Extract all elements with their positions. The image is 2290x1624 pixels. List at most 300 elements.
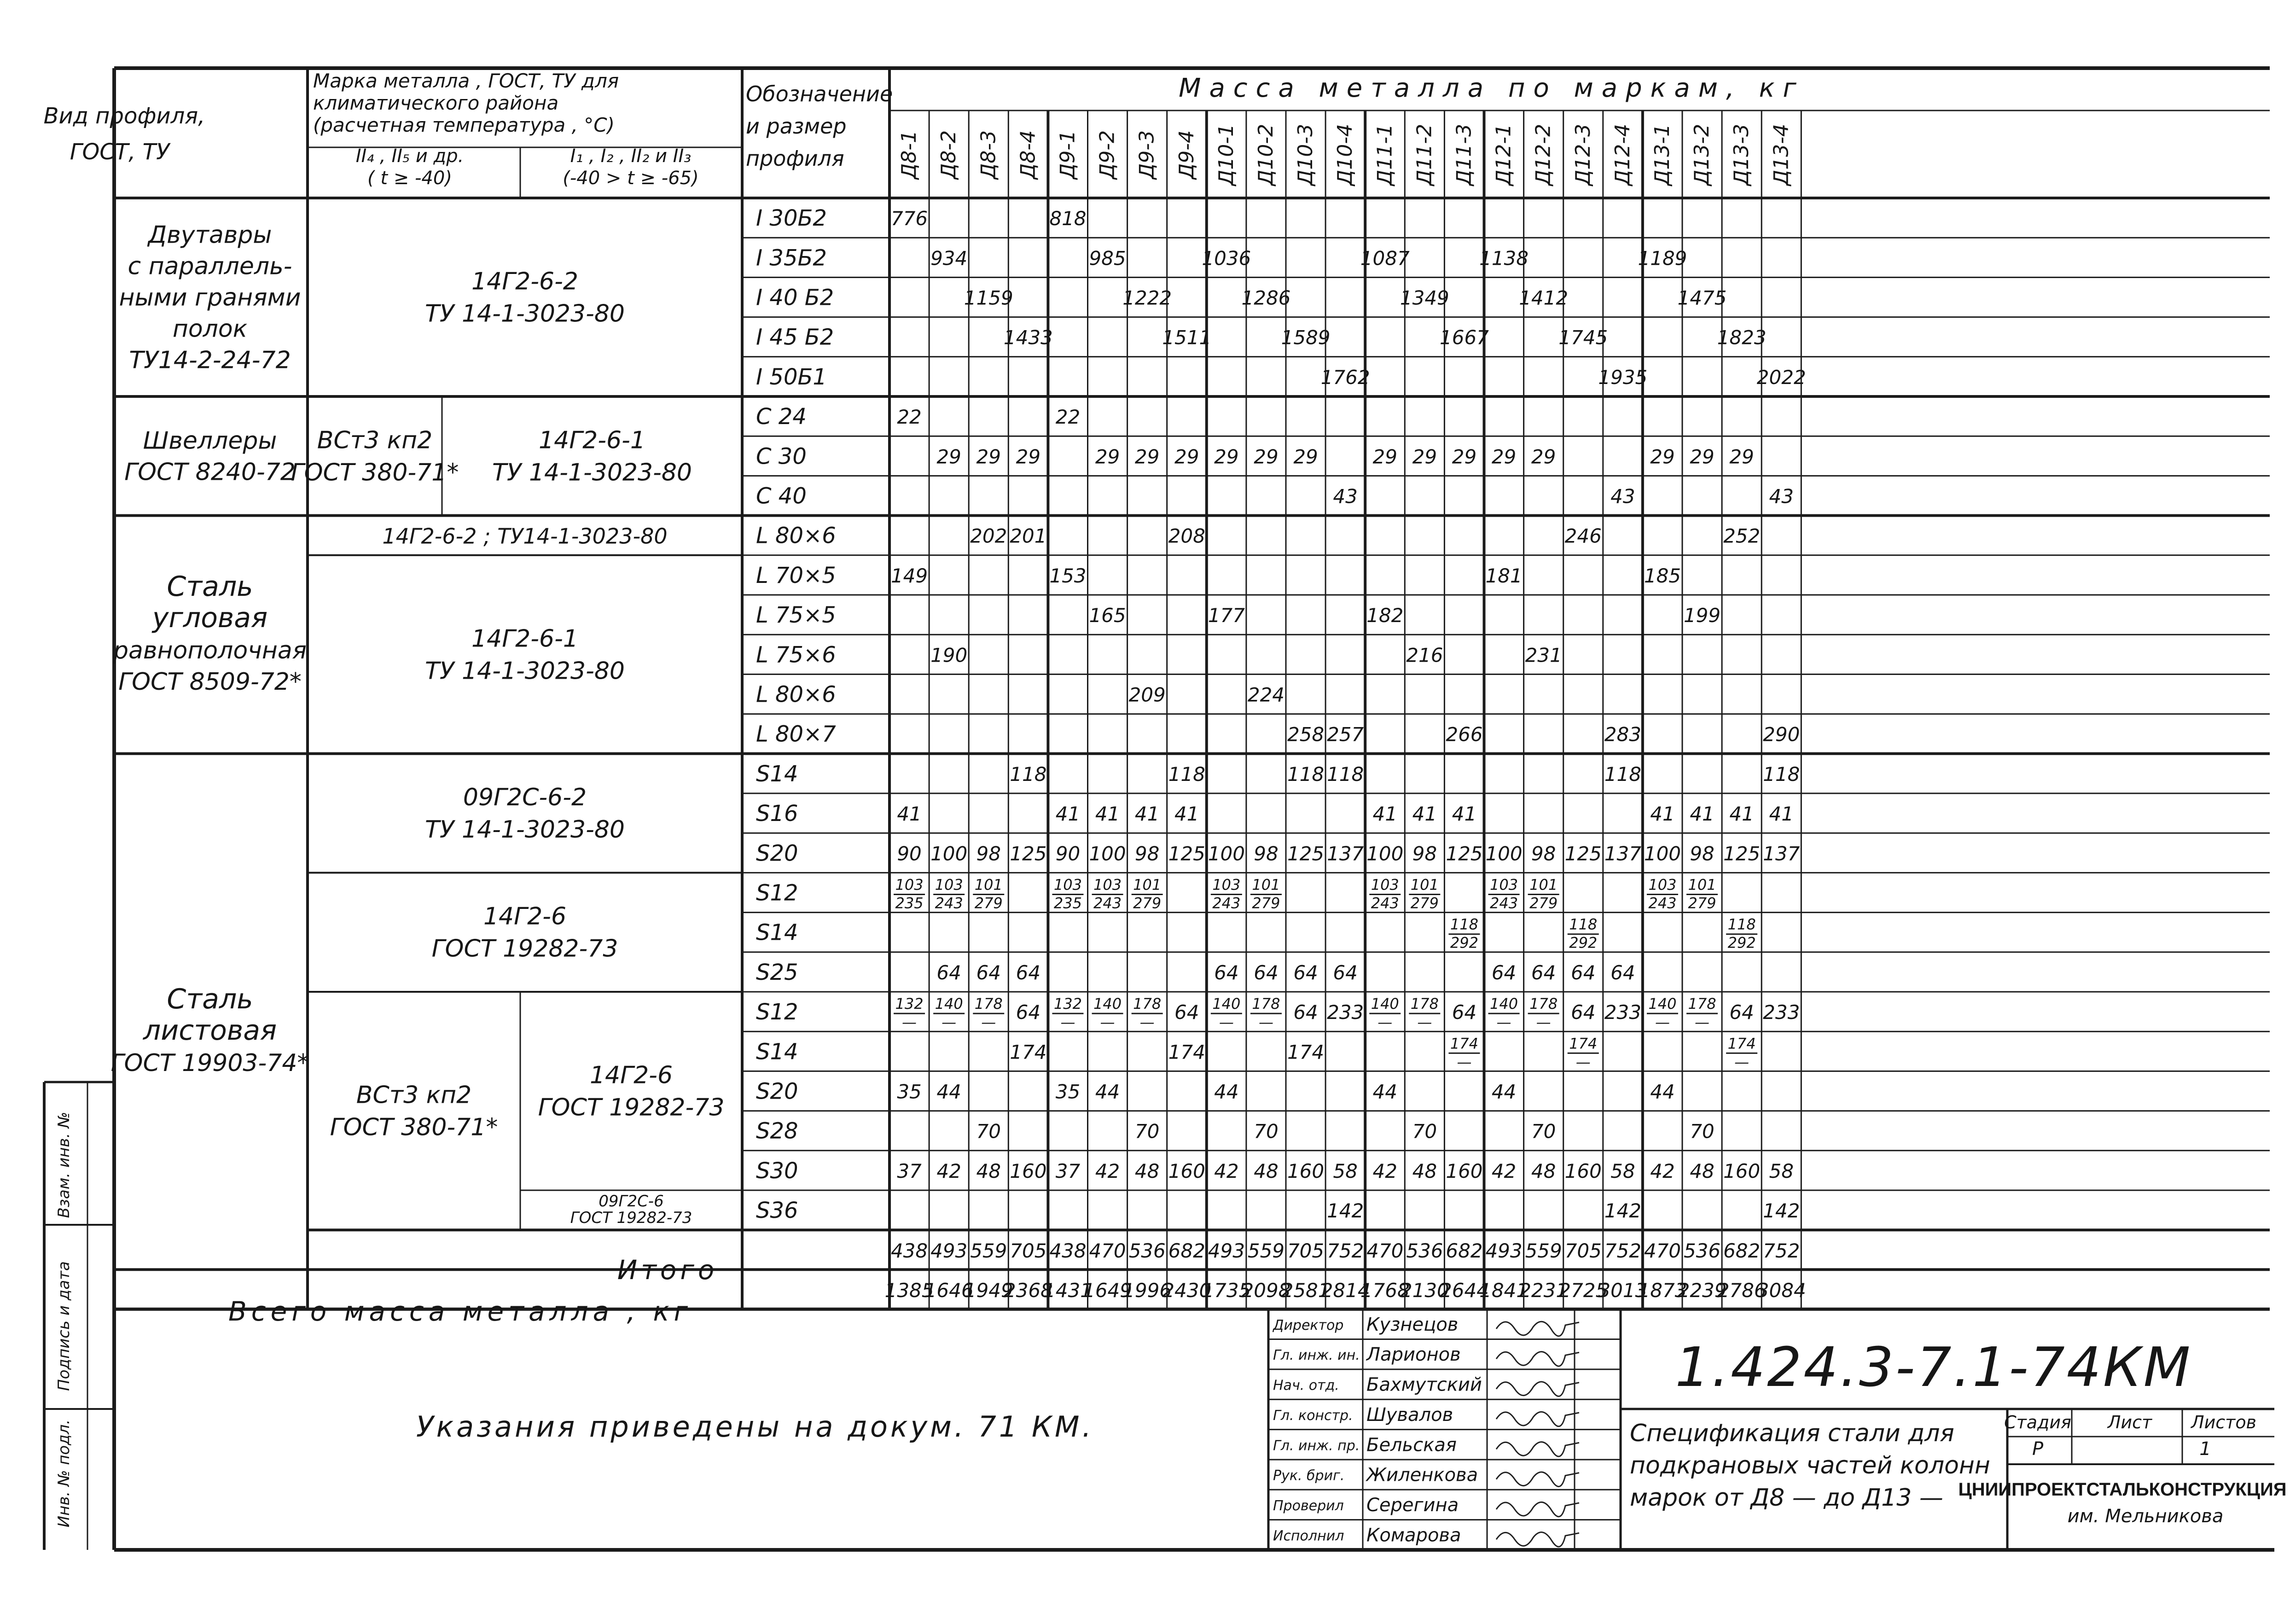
value-r20-c0-den: — — [902, 1013, 917, 1031]
value-r20-c20-num: 178 — [1688, 995, 1716, 1013]
steel-grade-labels — [291, 268, 725, 1228]
grand-c12: 1768 — [1360, 1279, 1410, 1302]
header-mass-title: Масса металла по маркам, кг — [1179, 73, 1805, 103]
value-r17-c16-num: 101 — [1529, 876, 1558, 894]
value-r6-c1: 29 — [936, 445, 961, 468]
signature-7 — [1496, 1532, 1579, 1547]
value-r23-c16: 70 — [1531, 1120, 1556, 1143]
value-r11-c13: 216 — [1406, 644, 1443, 667]
value-r17-c1-den: 243 — [935, 894, 963, 912]
value-r24-c20: 48 — [1690, 1159, 1715, 1182]
value-r7-c11: 43 — [1333, 485, 1358, 508]
header-profile-line2: ГОСТ, ТУ — [70, 139, 170, 165]
value-r24-c0: 37 — [897, 1159, 922, 1182]
value-r20-c5-den: — — [1100, 1013, 1115, 1031]
grand-total-label: Всего масса металла , кг — [228, 1296, 693, 1327]
value-r8-c7: 208 — [1168, 524, 1205, 547]
value-r16-c1: 100 — [930, 842, 968, 865]
value-r17-c13-num: 101 — [1410, 876, 1439, 894]
mark-column-headers — [897, 124, 1793, 186]
header-profile-type — [44, 103, 205, 165]
header-steel-warm-temp: ( t ≥ -40) — [367, 168, 452, 189]
value-r8-c2: 202 — [970, 524, 1007, 547]
total-c6: 536 — [1128, 1240, 1166, 1263]
value-r21-c3: 174 — [1010, 1041, 1047, 1064]
value-r18-c21-den: 292 — [1727, 934, 1756, 952]
value-r6-c5: 29 — [1095, 445, 1120, 468]
value-r21-c14-num: 174 — [1450, 1035, 1478, 1053]
value-r16-c2: 98 — [976, 842, 1001, 865]
signature-5 — [1496, 1472, 1579, 1486]
value-r9-c4: 153 — [1049, 564, 1087, 587]
value-r16-c16: 98 — [1531, 842, 1556, 865]
value-r17-c20-num: 101 — [1688, 876, 1716, 894]
value-r1-c19: 1189 — [1638, 247, 1687, 270]
value-r3-c17: 1745 — [1558, 326, 1608, 349]
value-r2-c20: 1475 — [1677, 286, 1727, 309]
total-c4: 438 — [1049, 1240, 1087, 1263]
designation-row-14: S14 — [756, 761, 798, 787]
value-r22-c8: 44 — [1214, 1080, 1239, 1103]
value-r17-c6-den: 279 — [1133, 894, 1162, 912]
column-header-Д12-1: Д12-1 — [1492, 123, 1516, 186]
profile-group-labels — [111, 221, 309, 1077]
value-r20-c16-den: — — [1536, 1013, 1551, 1031]
value-r20-c6-den: — — [1139, 1013, 1155, 1031]
column-header-Д13-4: Д13-4 — [1769, 123, 1793, 186]
value-r16-c14: 125 — [1446, 842, 1483, 865]
column-header-Д8-3: Д8-3 — [976, 130, 1000, 180]
value-r2-c6: 1222 — [1122, 286, 1172, 309]
value-r15-c19: 41 — [1650, 803, 1675, 826]
column-header-Д11-1: Д11-1 — [1373, 123, 1397, 186]
value-r6-c19: 29 — [1650, 445, 1675, 468]
header-profile-line1: Вид профиля, — [43, 103, 205, 129]
value-r20-c0-num: 132 — [895, 995, 924, 1013]
value-r13-c22: 290 — [1763, 723, 1800, 746]
value-r2-c13: 1349 — [1400, 286, 1449, 309]
designation-row-7: C 40 — [756, 483, 807, 509]
header-steel-line2: климатического района — [313, 92, 559, 114]
value-r16-c15: 100 — [1485, 842, 1523, 865]
value-r20-c9-num: 178 — [1252, 995, 1280, 1013]
total-c5: 470 — [1089, 1240, 1126, 1263]
value-r17-c16-den: 279 — [1529, 894, 1558, 912]
value-r24-c9: 48 — [1254, 1159, 1279, 1182]
value-r16-c12: 100 — [1366, 842, 1404, 865]
total-c19: 470 — [1644, 1240, 1681, 1263]
value-r16-c18: 137 — [1604, 842, 1641, 865]
value-r7-c22: 43 — [1769, 485, 1794, 508]
value-r17-c15-den: 243 — [1490, 894, 1518, 912]
value-r21-c17-num: 174 — [1569, 1035, 1598, 1053]
value-r20-c5-num: 140 — [1093, 995, 1122, 1013]
staff-role-3: Гл. констр. — [1273, 1407, 1353, 1424]
total-c21: 682 — [1723, 1240, 1761, 1263]
value-r24-c12: 42 — [1372, 1159, 1397, 1182]
sheets-header: Листов — [2191, 1412, 2256, 1432]
value-r20-c9-den: — — [1258, 1013, 1273, 1031]
steel-label-8-1: ГОСТ 19282-73 — [538, 1094, 725, 1122]
value-r20-c10: 64 — [1293, 1001, 1318, 1024]
value-r3-c10: 1589 — [1281, 326, 1331, 349]
grand-c20: 2239 — [1677, 1279, 1727, 1302]
side-label-replace-inv: Взам. инв. № — [55, 1112, 73, 1218]
value-r3-c21: 1823 — [1717, 326, 1767, 349]
value-r16-c11: 137 — [1327, 842, 1364, 865]
value-r16-c13: 98 — [1412, 842, 1437, 865]
grand-c10: 2581 — [1281, 1279, 1331, 1302]
value-r14-c10: 118 — [1287, 763, 1325, 786]
value-r1-c1: 934 — [930, 247, 968, 270]
value-r22-c15: 44 — [1491, 1080, 1517, 1103]
steel-label-4-1: ТУ 14-1-3023-80 — [424, 657, 625, 685]
value-r14-c18: 118 — [1604, 763, 1641, 786]
value-r17-c8-den: 243 — [1212, 894, 1241, 912]
designation-row-23: S28 — [756, 1118, 798, 1144]
value-r3-c7: 1511 — [1162, 326, 1212, 349]
designation-row-21: S14 — [756, 1039, 798, 1065]
steel-label-8-0: 14Г2-6 — [589, 1061, 673, 1089]
value-r17-c2-num: 101 — [974, 876, 1003, 894]
value-r22-c1: 44 — [936, 1080, 961, 1103]
designation-row-4: I 50Б1 — [756, 364, 827, 390]
value-r21-c21-den: — — [1734, 1053, 1749, 1071]
staff-name-6: Серегина — [1366, 1494, 1459, 1516]
total-label: Итого — [617, 1254, 718, 1286]
value-r16-c10: 125 — [1287, 842, 1325, 865]
value-r17-c15-num: 103 — [1490, 876, 1518, 894]
steel-label-3-0: 14Г2-6-2 ; ТУ14-1-3023-80 — [382, 524, 668, 549]
value-r10-c5: 165 — [1089, 604, 1126, 627]
value-r17-c19-den: 243 — [1648, 894, 1677, 912]
grand-c3: 2368 — [1003, 1279, 1053, 1302]
value-r20-c4-den: — — [1060, 1013, 1075, 1031]
value-r6-c7: 29 — [1174, 445, 1199, 468]
value-r8-c17: 246 — [1564, 524, 1602, 547]
value-r24-c19: 42 — [1650, 1159, 1675, 1182]
value-r6-c20: 29 — [1690, 445, 1715, 468]
value-r22-c19: 44 — [1650, 1080, 1675, 1103]
value-r25-c18: 142 — [1604, 1199, 1641, 1222]
value-r10-c20: 199 — [1683, 604, 1721, 627]
grand-c8: 1735 — [1202, 1279, 1251, 1302]
signature-0 — [1496, 1321, 1579, 1336]
value-r19-c11: 64 — [1333, 961, 1358, 984]
value-r9-c19: 185 — [1644, 564, 1681, 587]
value-r10-c8: 177 — [1208, 604, 1245, 627]
signature-1 — [1496, 1352, 1579, 1366]
value-r12-c9: 224 — [1247, 683, 1285, 706]
designation-row-25: S36 — [756, 1198, 798, 1224]
value-r20-c22: 233 — [1763, 1001, 1800, 1024]
side-label-sign-date: Подпись и дата — [55, 1261, 73, 1391]
group-label-3-0: Сталь — [167, 983, 253, 1016]
value-r20-c12-num: 140 — [1371, 995, 1399, 1013]
designation-row-16: S20 — [756, 840, 798, 867]
value-r6-c3: 29 — [1016, 445, 1041, 468]
value-r20-c18: 233 — [1604, 1001, 1641, 1024]
value-r19-c9: 64 — [1254, 961, 1279, 984]
designation-row-8: L 80×6 — [756, 523, 836, 549]
value-r9-c15: 181 — [1485, 564, 1523, 587]
steel-label-2-0: 14Г2-6-1 — [539, 426, 645, 454]
column-header-Д8-2: Д8-2 — [937, 130, 961, 180]
value-r21-c21-num: 174 — [1727, 1035, 1756, 1053]
value-r9-c0: 149 — [890, 564, 928, 587]
value-r20-c3: 64 — [1016, 1001, 1041, 1024]
value-r12-c6: 209 — [1128, 683, 1166, 706]
value-r14-c22: 118 — [1763, 763, 1800, 786]
group-label-1-0: Швеллеры — [143, 427, 277, 455]
grand-c16: 2231 — [1519, 1279, 1569, 1302]
steel-label-1-1: ГОСТ 380-71* — [291, 459, 459, 487]
column-header-Д13-1: Д13-1 — [1650, 123, 1674, 186]
value-r20-c13-den: — — [1417, 1013, 1432, 1031]
total-c20: 536 — [1683, 1240, 1721, 1263]
staff-name-1: Ларионов — [1366, 1344, 1461, 1366]
value-r20-c19-den: — — [1655, 1013, 1670, 1031]
value-r13-c18: 283 — [1604, 723, 1641, 746]
signature-6 — [1496, 1502, 1579, 1516]
value-r19-c1: 64 — [936, 961, 961, 984]
value-r16-c4: 90 — [1055, 842, 1081, 865]
total-c14: 682 — [1446, 1240, 1483, 1263]
value-r14-c3: 118 — [1010, 763, 1047, 786]
group-label-2-0: Сталь — [167, 570, 253, 603]
value-r17-c13-den: 279 — [1410, 894, 1439, 912]
stage-value: Р — [2032, 1438, 2044, 1460]
value-r1-c15: 1138 — [1479, 247, 1529, 270]
group-label-2-3: ГОСТ 8509-72* — [118, 668, 302, 696]
designation-row-19: S25 — [756, 959, 798, 985]
value-r22-c0: 35 — [897, 1080, 922, 1103]
value-r23-c13: 70 — [1412, 1120, 1437, 1143]
grand-c22: 3084 — [1756, 1279, 1806, 1302]
value-r20-c21: 64 — [1729, 1001, 1754, 1024]
group-label-2-2: равнополочная — [113, 637, 307, 665]
value-r15-c20: 41 — [1690, 803, 1715, 826]
value-r25-c11: 142 — [1327, 1199, 1364, 1222]
column-header-Д10-4: Д10-4 — [1333, 123, 1357, 186]
document-code: 1.424.3-7.1-74КМ — [1675, 1335, 2192, 1399]
value-r15-c14: 41 — [1452, 803, 1477, 826]
stage-header: Стадия — [2004, 1412, 2071, 1432]
value-r19-c17: 64 — [1571, 961, 1596, 984]
column-header-Д8-4: Д8-4 — [1016, 130, 1040, 180]
value-r14-c11: 118 — [1327, 763, 1364, 786]
column-header-Д10-2: Д10-2 — [1254, 123, 1278, 186]
value-r17-c9-num: 101 — [1252, 876, 1280, 894]
value-r15-c7: 41 — [1174, 803, 1199, 826]
grand-c1: 1646 — [924, 1279, 974, 1302]
value-r4-c18: 1935 — [1598, 366, 1648, 389]
staff-role-6: Проверил — [1273, 1497, 1344, 1514]
side-label-inv: Инв. № подл. — [55, 1419, 73, 1528]
signature-4 — [1496, 1442, 1579, 1456]
column-header-Д13-2: Д13-2 — [1690, 123, 1714, 186]
steel-label-6-1: ГОСТ 19282-73 — [431, 935, 618, 963]
value-r7-c18: 43 — [1610, 485, 1635, 508]
value-r24-c8: 42 — [1214, 1159, 1239, 1182]
value-r16-c8: 100 — [1208, 842, 1245, 865]
group-label-3-1: листовая — [143, 1014, 277, 1047]
total-c11: 752 — [1327, 1240, 1364, 1263]
group-label-0-1: с параллель- — [128, 252, 292, 280]
steel-label-0-0: 14Г2-6-2 — [471, 268, 578, 296]
group-label-2-1: угловая — [152, 602, 268, 634]
grand-c13: 2130 — [1400, 1279, 1449, 1302]
value-r20-c7: 64 — [1174, 1001, 1199, 1024]
value-r15-c12: 41 — [1372, 803, 1397, 826]
steel-label-5-1: ТУ 14-1-3023-80 — [424, 816, 625, 844]
value-r6-c21: 29 — [1729, 445, 1754, 468]
value-r17-c1-num: 103 — [935, 876, 963, 894]
steel-label-7-1: ГОСТ 380-71* — [330, 1113, 498, 1141]
value-r13-c14: 266 — [1446, 723, 1483, 746]
staff-name-0: Кузнецов — [1366, 1314, 1459, 1335]
value-r20-c12-den: — — [1377, 1013, 1393, 1031]
grand-c6: 1996 — [1122, 1279, 1172, 1302]
designation-row-1: I 35Б2 — [756, 245, 827, 271]
value-r19-c15: 64 — [1491, 961, 1517, 984]
value-r16-c19: 100 — [1644, 842, 1681, 865]
value-r6-c13: 29 — [1412, 445, 1437, 468]
value-r17-c5-den: 243 — [1093, 894, 1122, 912]
column-header-Д10-3: Д10-3 — [1294, 123, 1318, 186]
value-r24-c5: 42 — [1095, 1159, 1120, 1182]
sheet-header: Лист — [2107, 1412, 2152, 1432]
steel-label-5-0: 09Г2С-6-2 — [463, 784, 587, 812]
value-r20-c15-num: 140 — [1490, 995, 1518, 1013]
designation-row-15: S16 — [756, 801, 798, 827]
value-r25-c22: 142 — [1763, 1199, 1800, 1222]
value-r20-c11: 233 — [1327, 1001, 1364, 1024]
value-r10-c12: 182 — [1366, 604, 1404, 627]
value-r17-c0-num: 103 — [895, 876, 924, 894]
grand-c11: 2814 — [1320, 1279, 1370, 1302]
staff-role-0: Директор — [1273, 1317, 1344, 1333]
header-steel-warm: II₄ , II₅ и др. — [355, 146, 464, 167]
staff-name-2: Бахмутский — [1366, 1374, 1482, 1396]
value-r24-c14: 160 — [1446, 1159, 1483, 1182]
header-designation-line1: Обозначение — [746, 81, 893, 106]
value-r22-c5: 44 — [1095, 1080, 1120, 1103]
value-r4-c22: 2022 — [1756, 366, 1806, 389]
value-r23-c20: 70 — [1690, 1120, 1715, 1143]
value-r17-c9-den: 279 — [1252, 894, 1280, 912]
staff-name-5: Жиленкова — [1366, 1464, 1478, 1486]
value-r24-c13: 48 — [1412, 1159, 1437, 1182]
steel-label-1-0: ВСт3 кп2 — [317, 426, 433, 454]
value-r23-c6: 70 — [1134, 1120, 1160, 1143]
value-r6-c10: 29 — [1293, 445, 1318, 468]
grand-c18: 3013 — [1598, 1279, 1648, 1302]
total-c7: 682 — [1168, 1240, 1205, 1263]
value-r20-c14: 64 — [1452, 1001, 1477, 1024]
value-r24-c15: 42 — [1491, 1159, 1517, 1182]
column-header-Д11-3: Д11-3 — [1452, 123, 1476, 186]
total-c17: 705 — [1564, 1240, 1602, 1263]
header-steel-cold-temp: (-40 > t ≥ -65) — [563, 168, 699, 189]
total-c13: 536 — [1406, 1240, 1443, 1263]
grand-c0: 1385 — [884, 1279, 934, 1302]
value-r24-c10: 160 — [1287, 1159, 1325, 1182]
designation-row-3: I 45 Б2 — [756, 324, 834, 350]
value-r24-c16: 48 — [1531, 1159, 1556, 1182]
document-title — [1630, 1420, 1990, 1512]
value-r24-c22: 58 — [1769, 1159, 1794, 1182]
value-r11-c16: 231 — [1525, 644, 1562, 667]
value-r22-c4: 35 — [1055, 1080, 1081, 1103]
value-r19-c16: 64 — [1531, 961, 1556, 984]
grand-c15: 1841 — [1479, 1279, 1529, 1302]
group-label-1-1: ГОСТ 8240-72 — [124, 458, 296, 486]
value-r19-c8: 64 — [1214, 961, 1239, 984]
value-r24-c2: 48 — [976, 1159, 1001, 1182]
grand-c14: 2644 — [1440, 1279, 1489, 1302]
grand-c5: 1649 — [1083, 1279, 1132, 1302]
value-r24-c17: 160 — [1564, 1159, 1602, 1182]
grand-c7: 2430 — [1162, 1279, 1212, 1302]
header-steel-line1: Марка металла , ГОСТ, ТУ для — [313, 70, 619, 92]
group-label-3-2: ГОСТ 19903-74* — [110, 1049, 309, 1077]
signature-3 — [1496, 1412, 1579, 1426]
value-r6-c9: 29 — [1254, 445, 1279, 468]
document-title-line1: Спецификация стали для — [1630, 1420, 1954, 1447]
value-r1-c8: 1036 — [1202, 247, 1251, 270]
value-r15-c22: 41 — [1769, 803, 1794, 826]
total-c8: 493 — [1208, 1240, 1245, 1263]
value-r15-c6: 41 — [1134, 803, 1160, 826]
value-r3-c14: 1667 — [1440, 326, 1489, 349]
value-r15-c13: 41 — [1412, 803, 1437, 826]
header-designation-line3: профиля — [746, 146, 844, 171]
value-r21-c10: 174 — [1287, 1041, 1325, 1064]
staff-role-2: Нач. отд. — [1273, 1377, 1339, 1394]
document-title-line3: марок от Д8 — до Д13 — — [1630, 1484, 1943, 1512]
value-r20-c8-num: 140 — [1212, 995, 1241, 1013]
grand-c19: 1873 — [1638, 1279, 1687, 1302]
value-r2-c16: 1412 — [1519, 286, 1569, 309]
group-label-0-4: ТУ14-2-24-72 — [129, 346, 291, 374]
designation-row-13: L 80×7 — [756, 721, 836, 747]
staff-role-1: Гл. инж. ин. — [1273, 1347, 1360, 1364]
value-r19-c18: 64 — [1610, 961, 1635, 984]
grand-c4: 1431 — [1043, 1279, 1093, 1302]
value-r17-c20-den: 279 — [1688, 894, 1716, 912]
value-r13-c10: 258 — [1287, 723, 1325, 746]
designation-row-10: L 75×5 — [756, 602, 836, 629]
value-r18-c14-den: 292 — [1450, 934, 1478, 952]
designation-row-22: S20 — [756, 1078, 798, 1105]
value-r8-c21: 252 — [1723, 524, 1761, 547]
designation-row-11: L 75×6 — [756, 642, 836, 668]
value-r16-c20: 98 — [1690, 842, 1715, 865]
designation-row-12: L 80×6 — [756, 681, 836, 708]
value-r21-c7: 174 — [1168, 1041, 1205, 1064]
value-r21-c17-den: — — [1575, 1053, 1591, 1071]
header-steel-line3: (расчетная температура , °С) — [313, 114, 615, 136]
designation-row-20: S12 — [756, 999, 798, 1025]
total-c12: 470 — [1366, 1240, 1404, 1263]
value-r23-c9: 70 — [1254, 1120, 1279, 1143]
value-r15-c21: 41 — [1729, 803, 1754, 826]
total-c22: 752 — [1763, 1240, 1800, 1263]
column-header-Д12-2: Д12-2 — [1531, 123, 1555, 186]
value-r24-c7: 160 — [1168, 1159, 1205, 1182]
value-r24-c1: 42 — [936, 1159, 961, 1182]
